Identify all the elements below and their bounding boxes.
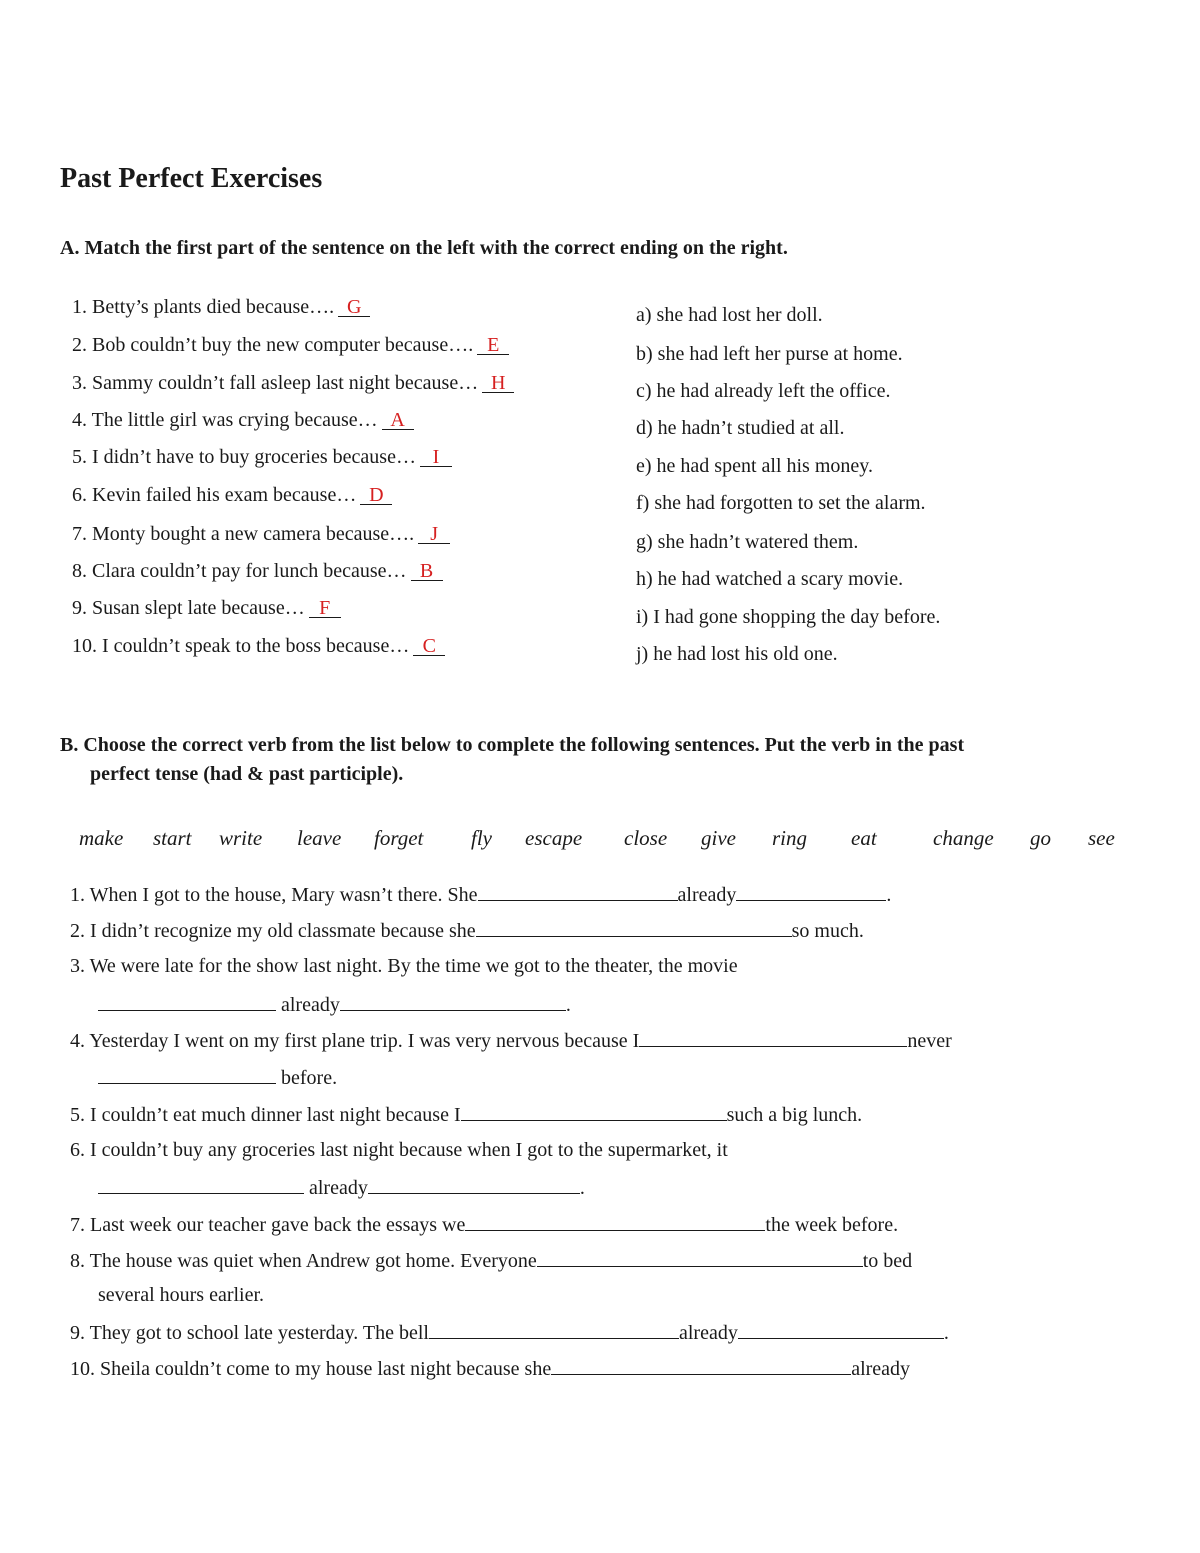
section-a-instruction: A. Match the first part of the sentence on the left with the correct ending on the right. bbox=[60, 237, 788, 259]
list-item: c) he had already left the office. bbox=[636, 380, 891, 402]
list-item: e) he had spent all his money. bbox=[636, 455, 873, 477]
answer-blank[interactable] bbox=[551, 1356, 851, 1375]
list-item: 4. The little girl was crying because… A bbox=[72, 409, 414, 432]
word-bank-item: ring bbox=[772, 826, 808, 850]
section-b-instruction: B. Choose the correct verb from the list below to complete the following sentences. Put the verb in the past bbox=[60, 734, 965, 756]
question-3: 3. We were late for the show last night. By the time we got to the theater, the movie bbox=[70, 955, 738, 977]
question-8-cont: several hours earlier. bbox=[98, 1284, 265, 1306]
answer-blank[interactable] bbox=[98, 1065, 276, 1084]
list-item: h) he had watched a scary movie. bbox=[636, 568, 904, 590]
answer-mark: E bbox=[477, 336, 509, 355]
list-item: 9. Susan slept late because… F bbox=[72, 597, 341, 620]
question-2: 2. I didn’t recognize my old classmate because she so much. bbox=[70, 920, 864, 942]
word-bank-item: escape bbox=[525, 826, 583, 850]
list-item: 6. Kevin failed his exam because… D bbox=[72, 484, 392, 507]
list-item: 5. I didn’t have to buy groceries because… I bbox=[72, 446, 452, 469]
answer-blank[interactable] bbox=[465, 1212, 765, 1231]
word-bank-item: change bbox=[933, 826, 994, 850]
list-item: 1. Betty’s plants died because…. G bbox=[72, 296, 370, 319]
question-5: 5. I couldn’t eat much dinner last night because I such a big lunch. bbox=[70, 1104, 863, 1126]
answer-blank[interactable] bbox=[738, 1320, 944, 1339]
question-3-cont: already . bbox=[98, 992, 571, 1017]
list-item: d) he hadn’t studied at all. bbox=[636, 417, 845, 439]
answer-mark: C bbox=[413, 637, 445, 656]
answer-blank[interactable] bbox=[537, 1248, 863, 1267]
word-bank-item: start bbox=[153, 826, 192, 850]
list-item: f) she had forgotten to set the alarm. bbox=[636, 492, 926, 514]
word-bank-item: leave bbox=[297, 826, 342, 850]
answer-mark: D bbox=[360, 486, 392, 505]
answer-blank[interactable] bbox=[478, 882, 678, 901]
answer-blank[interactable] bbox=[429, 1320, 679, 1339]
answer-mark: A bbox=[382, 411, 414, 430]
question-4: 4. Yesterday I went on my first plane trip. I was very nervous because I never bbox=[70, 1030, 952, 1052]
answer-blank[interactable] bbox=[736, 882, 886, 901]
list-item: 10. I couldn’t speak to the boss because… C bbox=[72, 635, 445, 658]
question-6-cont: already . bbox=[98, 1175, 585, 1200]
answer-mark: F bbox=[309, 599, 341, 618]
answer-mark: J bbox=[418, 525, 450, 544]
list-item: 3. Sammy couldn’t fall asleep last night because… H bbox=[72, 372, 514, 395]
question-8: 8. The house was quiet when Andrew got home. Everyone to bed bbox=[70, 1250, 913, 1272]
answer-blank[interactable] bbox=[639, 1028, 907, 1047]
answer-mark: I bbox=[420, 448, 452, 467]
list-item: i) I had gone shopping the day before. bbox=[636, 606, 941, 628]
answer-blank[interactable] bbox=[368, 1175, 580, 1194]
word-bank-item: fly bbox=[471, 826, 492, 850]
answer-blank[interactable] bbox=[98, 992, 276, 1011]
word-bank-item: close bbox=[624, 826, 668, 850]
word-bank-item: write bbox=[219, 826, 263, 850]
word-bank-item: make bbox=[79, 826, 124, 850]
list-item: j) he had lost his old one. bbox=[636, 643, 838, 665]
page-title: Past Perfect Exercises bbox=[60, 163, 323, 194]
question-10: 10. Sheila couldn’t come to my house last night because she already bbox=[70, 1358, 911, 1380]
list-item: 8. Clara couldn’t pay for lunch because… B bbox=[72, 560, 443, 583]
answer-mark: G bbox=[338, 298, 370, 317]
answer-blank[interactable] bbox=[461, 1102, 727, 1121]
word-bank-item: go bbox=[1030, 826, 1051, 850]
list-item: 2. Bob couldn’t buy the new computer because…. E bbox=[72, 334, 509, 357]
list-item: g) she hadn’t watered them. bbox=[636, 531, 859, 553]
answer-blank[interactable] bbox=[476, 918, 792, 937]
word-bank-item: forget bbox=[374, 826, 424, 850]
answer-blank[interactable] bbox=[340, 992, 566, 1011]
word-bank-item: see bbox=[1088, 826, 1115, 850]
list-item: 7. Monty bought a new camera because…. J bbox=[72, 523, 450, 546]
question-7: 7. Last week our teacher gave back the essays we the week before. bbox=[70, 1214, 899, 1236]
answer-mark: B bbox=[411, 562, 443, 581]
word-bank-item: give bbox=[701, 826, 736, 850]
list-item: a) she had lost her doll. bbox=[636, 304, 823, 326]
question-6: 6. I couldn’t buy any groceries last night because when I got to the supermarket, it bbox=[70, 1139, 728, 1161]
section-b-instruction-cont: perfect tense (had & past participle). bbox=[90, 763, 404, 785]
question-1: 1. When I got to the house, Mary wasn’t there. She already . bbox=[70, 884, 892, 906]
answer-blank[interactable] bbox=[98, 1175, 304, 1194]
word-bank-item: eat bbox=[851, 826, 877, 850]
question-4-cont: before. bbox=[98, 1065, 337, 1090]
answer-mark: H bbox=[482, 374, 514, 393]
question-9: 9. They got to school late yesterday. The bell already . bbox=[70, 1322, 949, 1344]
list-item: b) she had left her purse at home. bbox=[636, 343, 903, 365]
